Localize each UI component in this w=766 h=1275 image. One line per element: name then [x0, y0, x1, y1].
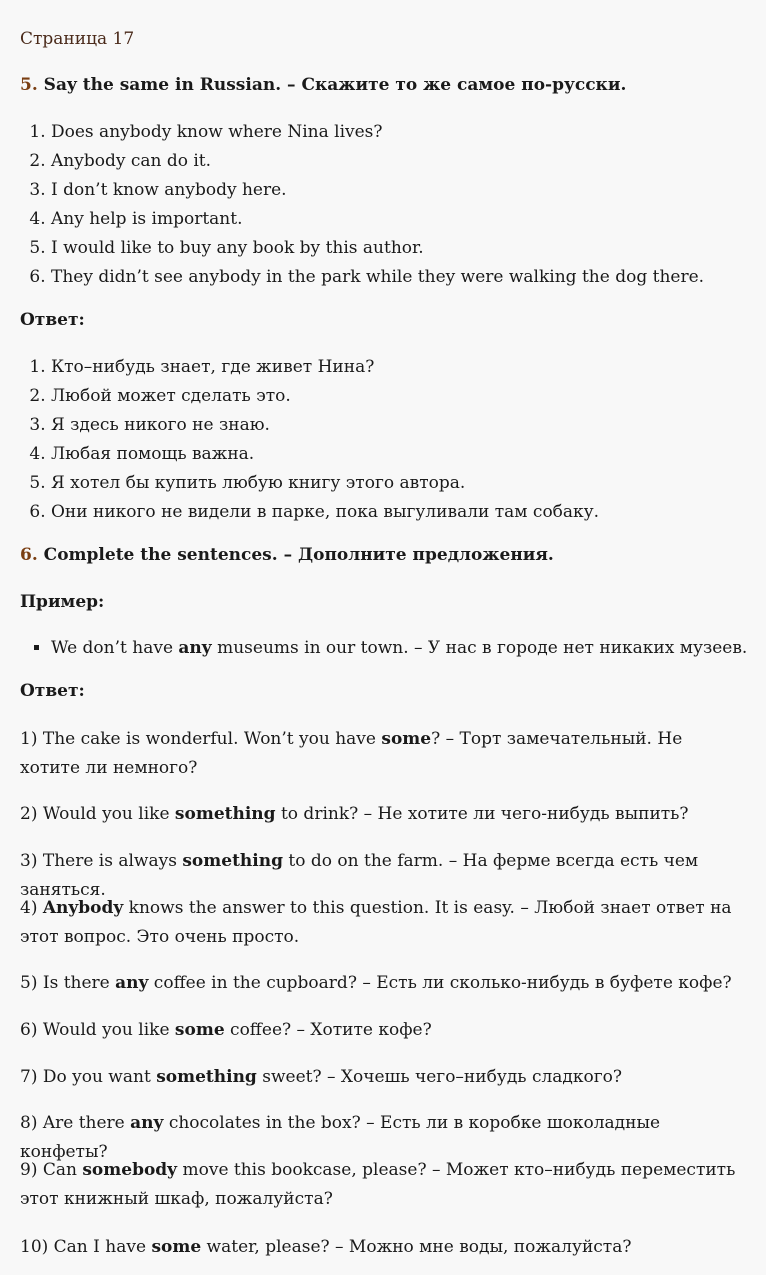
- page-label: Страница 17: [20, 29, 135, 49]
- example-list: [20, 634, 747, 663]
- exercise-5-title-ru: Скажите то же самое по-русски.: [301, 75, 627, 95]
- example-label: Пример:: [20, 592, 105, 612]
- list-item: 1. Кто–нибудь знает, где живет Нина?: [51, 353, 766, 382]
- exercise-5-answers: [20, 353, 766, 527]
- list-item: 2. Любой может сделать это.: [51, 382, 766, 411]
- exercise-6-dash: –: [277, 545, 298, 565]
- exercise-6-heading: [20, 545, 554, 565]
- exercise-6-title-ru: Дополните предложения.: [298, 545, 554, 565]
- list-item: 4. Any help is important.: [51, 205, 766, 234]
- list-item: 2. Anybody can do it.: [51, 147, 766, 176]
- list-item: 3. I don’t know anybody here.: [51, 176, 766, 205]
- list-item: 1. Does anybody know where Nina lives?: [51, 118, 766, 147]
- exercise-5-number: 5.: [20, 75, 38, 95]
- exercise-5-list: [20, 118, 766, 292]
- answer-paragraph: 9) Can somebody move this bookcase, please? – Может кто–нибудь переместить этот книжный шкаф, пожалуйста?: [20, 1160, 736, 1209]
- answer-paragraph: 1) The cake is wonderful. Won’t you have some? – Торт замечательный. Не хотите ли немного?: [20, 729, 683, 778]
- exercise-5-title: Say the same in Russian.: [43, 75, 282, 95]
- list-item: 4. Любая помощь важна.: [51, 440, 766, 469]
- exercise-5-answer-label: Ответ:: [20, 310, 85, 330]
- answer-paragraph: 8) Are there any chocolates in the box? – Есть ли в коробке шоколадные конфеты?: [20, 1113, 661, 1162]
- list-item: 6. They didn’t see anybody in the park while they were walking the dog there.: [51, 263, 766, 292]
- exercise-5-dash: –: [281, 75, 302, 95]
- exercise-6-title: Complete the sentences.: [43, 545, 278, 565]
- answer-paragraph: 2) Would you like something to drink? – Не хотите ли чего-нибудь выпить?: [20, 804, 689, 824]
- answer-paragraph: 3) There is always something to do on the farm. – На ферме всегда есть чем заняться.: [20, 851, 699, 900]
- example-item: ▪ We don’t have any museums in our town. – У нас в городе нет никаких музеев.: [51, 634, 747, 663]
- exercise-6-answer-label: Ответ:: [20, 681, 85, 701]
- answer-paragraph: 7) Do you want something sweet? – Хочешь чего–нибудь сладкого?: [20, 1067, 622, 1087]
- exercise-5-heading: [20, 75, 626, 95]
- list-item: 3. Я здесь никого не знаю.: [51, 411, 766, 440]
- answer-paragraph: 5) Is there any coffee in the cupboard? – Есть ли сколько-нибудь в буфете кофе?: [20, 973, 732, 993]
- answer-paragraph: 10) Can I have some water, please? – Можно мне воды, пожалуйста?: [20, 1237, 632, 1257]
- exercise-6-number: 6.: [20, 545, 38, 565]
- list-item: 5. Я хотел бы купить любую книгу этого автора.: [51, 469, 766, 498]
- list-item: 5. I would like to buy any book by this author.: [51, 234, 766, 263]
- list-item: 6. Они никого не видели в парке, пока выгуливали там собаку.: [51, 498, 766, 527]
- answer-paragraph: 4) Anybody knows the answer to this question. It is easy. – Любой знает ответ на этот вопрос. Это очень просто.: [20, 898, 732, 947]
- answer-paragraph: 6) Would you like some coffee? – Хотите кофе?: [20, 1020, 432, 1040]
